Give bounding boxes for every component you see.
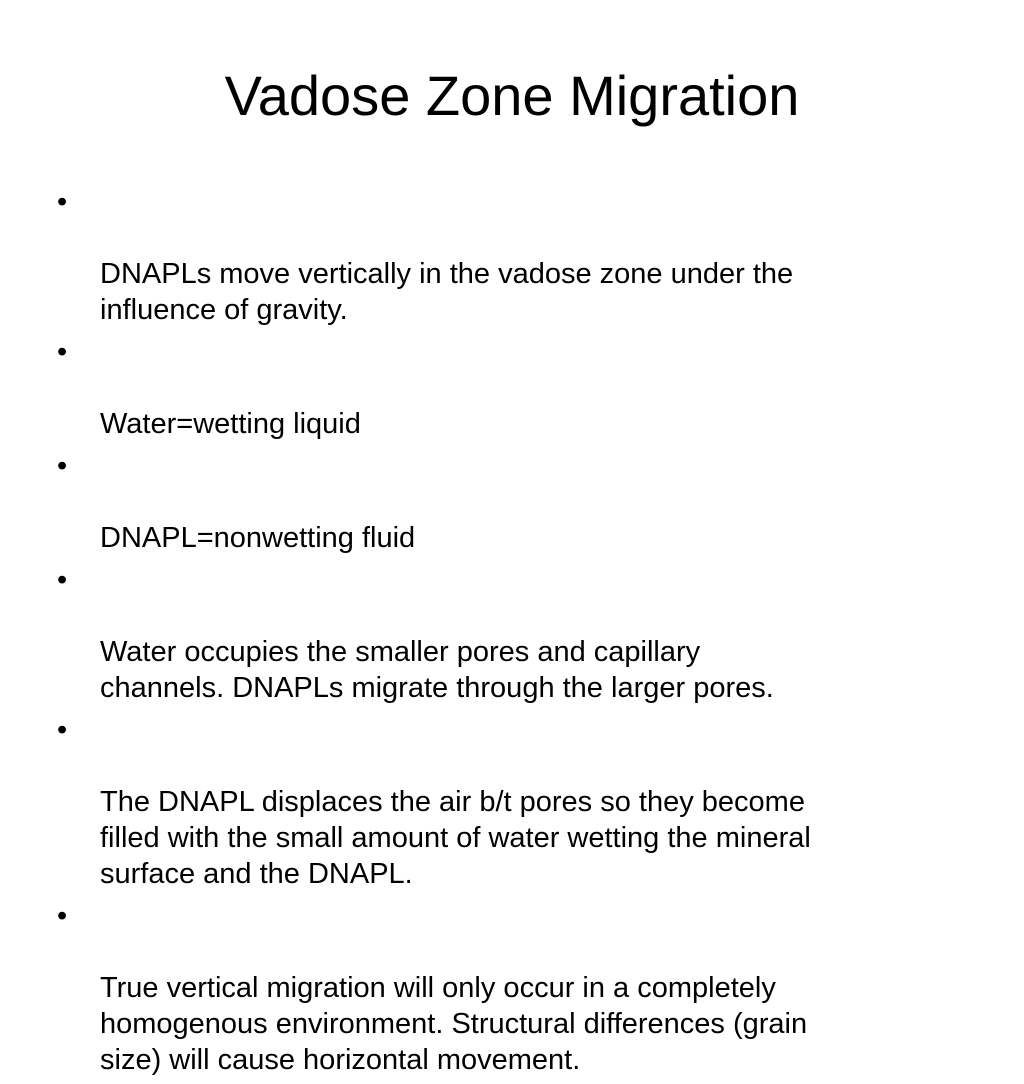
bullet-item: [57, 448, 957, 556]
bullet-icon: •: [57, 714, 68, 746]
bullet-icon: •: [57, 900, 68, 932]
bullet-text: Water=wetting liquid: [100, 408, 361, 440]
bullet-text: DNAPLs move vertically in the vadose zone under the influence of gravity.: [100, 258, 794, 326]
bullet-list: [57, 184, 957, 1084]
bullet-item: [57, 184, 957, 328]
bullet-icon: •: [57, 186, 68, 218]
bullet-item: [57, 898, 957, 1078]
bullet-text: DNAPL=nonwetting fluid: [100, 522, 416, 554]
slide-title: Vadose Zone Migration: [224, 64, 800, 127]
bullet-item: [57, 562, 957, 706]
bullet-icon: •: [57, 336, 68, 368]
bullet-item: [57, 334, 957, 442]
bullet-icon: •: [57, 450, 68, 482]
bullet-text: Water occupies the smaller pores and capillary channels. DNAPLs migrate through the larger pores.: [100, 636, 774, 704]
bullet-item: [57, 712, 957, 892]
bullet-text: True vertical migration will only occur in a completely homogenous environment. Structural differences (grain size) will cause horizontal movement.: [100, 972, 808, 1076]
bullet-text: The DNAPL displaces the air b/t pores so they become filled with the small amount of water wetting the mineral surface and the DNAPL.: [100, 786, 811, 890]
bullet-icon: •: [57, 564, 68, 596]
